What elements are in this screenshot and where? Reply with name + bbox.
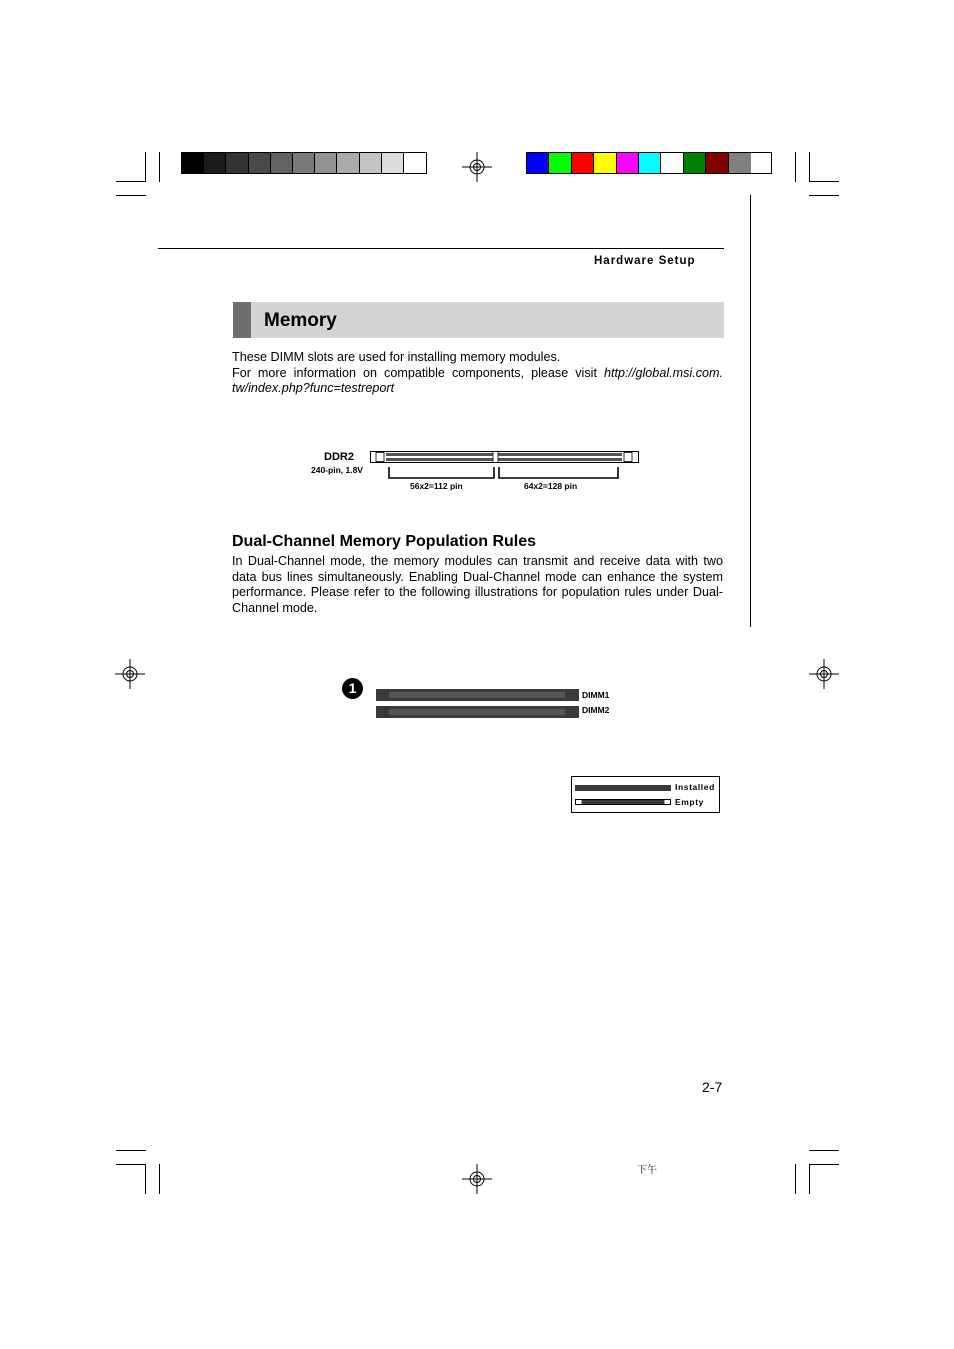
intro-text: For more information on compatible components, please visit [232,365,604,380]
calibration-swatch [684,153,706,173]
calibration-swatch [572,153,594,173]
calibration-swatch [706,153,728,173]
crop-mark [809,1150,839,1151]
print-mark: 下午 [637,1165,657,1176]
crop-mark [159,152,160,182]
calibration-swatch [182,153,204,173]
dual-channel-paragraph: In Dual-Channel mode, the memory modules can transmit and receive data with two data bus lines simultaneously. Enabling Dual-Channel mode can enhance the system performance. Please refer to the following illustrations for population rules under Dual-Channel mode. [232,554,723,615]
ddr2-module-illustration [370,449,640,481]
right-pins-label: 64x2=128 pin [524,481,578,491]
intro-line-with-link [232,366,723,382]
registration-mark-icon [115,659,145,689]
crop-mark [145,152,146,182]
ddr2-spec-label: 240-pin, 1.8V [311,465,363,475]
calibration-swatch [360,153,382,173]
calibration-swatch [527,153,549,173]
dual-channel-heading: Dual-Channel Memory Population Rules [232,533,537,550]
dimm-slots-illustration [375,689,580,719]
crop-mark [795,152,796,182]
dimm2-label: DIMM2 [582,705,610,715]
calibration-swatch [382,153,404,173]
calibration-swatch [729,153,751,173]
calibration-swatch [639,153,661,173]
ddr2-type-label: DDR2 [324,451,354,463]
header-rule [158,248,724,249]
section-accent-bar [233,302,251,338]
calibration-swatch [293,153,315,173]
legend-box [571,776,720,813]
crop-mark [809,195,839,196]
legend-installed-label: Installed [675,782,715,792]
crop-mark [809,152,810,182]
calibration-swatch [661,153,683,173]
compat-link-part2[interactable]: tw/index.php?func=testreport [232,381,395,395]
legend-empty-swatch [575,799,671,805]
running-header: Hardware Setup [594,255,696,267]
dimm1-label: DIMM1 [582,690,610,700]
crop-mark [116,1164,146,1165]
crop-mark [159,1164,160,1194]
crop-mark [809,181,839,182]
section-title: Memory [264,310,337,331]
calibration-swatch [271,153,293,173]
crop-mark [116,1150,146,1151]
crop-mark [116,195,146,196]
grayscale-calibration-bar [181,152,427,174]
calibration-swatch [617,153,639,173]
legend-installed-swatch [575,785,671,791]
page-number: 2-7 [702,1079,723,1095]
calibration-swatch [249,153,271,173]
calibration-swatch [594,153,616,173]
calibration-swatch [549,153,571,173]
left-pins-label: 56x2=112 pin [410,481,463,491]
intro-line: These DIMM slots are used for installing memory modules. [232,350,561,364]
calibration-swatch [315,153,337,173]
crop-mark [795,1164,796,1194]
legend-empty-label: Empty [675,797,704,807]
compat-link-part1[interactable]: http://global.msi.com. [604,365,723,380]
calibration-swatch [404,153,426,173]
calibration-swatch [204,153,226,173]
calibration-swatch [337,153,359,173]
crop-mark [809,1164,810,1194]
crop-mark [809,1164,839,1165]
memory-intro [232,350,723,397]
crop-mark [145,1164,146,1194]
margin-rule [750,195,751,627]
registration-mark-icon [809,659,839,689]
calibration-swatch [226,153,248,173]
step-number-badge: 1 [342,678,363,699]
crop-mark [116,181,146,182]
color-calibration-bar [526,152,772,174]
section-header-band [233,302,724,338]
registration-mark-icon [462,1164,492,1194]
registration-mark-icon [462,152,492,182]
